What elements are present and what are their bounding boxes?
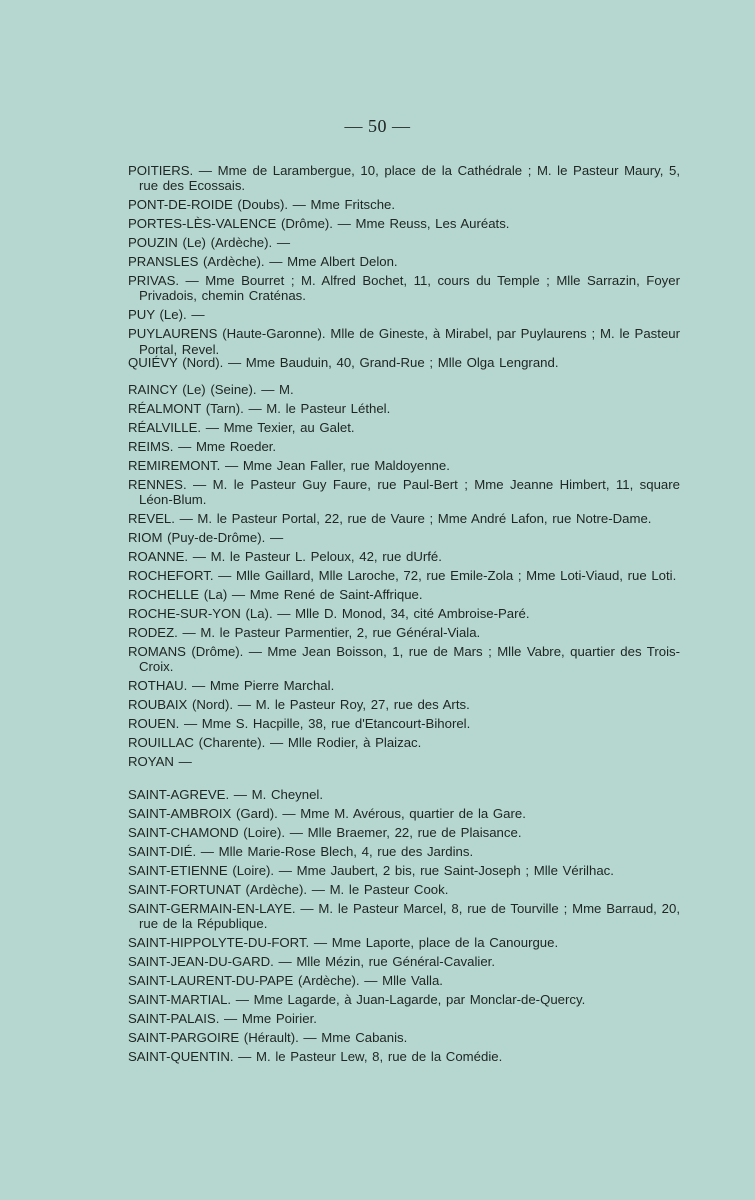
directory-entry: PUY (Le). — [128, 307, 205, 323]
directory-entry: PRANSLES (Ardèche). — Mme Albert Delon. [128, 254, 398, 270]
directory-entry: PONT-DE-ROIDE (Doubs). — Mme Fritsche. [128, 197, 396, 213]
directory-entry: ROMANS (Drôme). — Mme Jean Boisson, 1, rue de Mars ; Mlle Vabre, quartier des Trois-Croix. [128, 644, 680, 675]
directory-entry: SAINT-PALAIS. — Mme Poirier. [128, 1011, 317, 1027]
directory-group-p [128, 163, 680, 361]
directory-entry: SAINT-LAURENT-DU-PAPE (Ardèche). — Mlle Valla. [128, 973, 443, 989]
directory-entry: ROTHAU. — Mme Pierre Marchal. [128, 678, 335, 694]
directory-entry: ROANNE. — M. le Pasteur L. Peloux, 42, rue dUrfé. [128, 549, 442, 565]
directory-entry: ROCHEFORT. — Mlle Gaillard, Mlle Laroche, 72, rue Emile-Zola ; Mme Loti-Viaud, rue Loti. [128, 568, 677, 584]
directory-entry: QUIÉVY (Nord). — Mme Bauduin, 40, Grand-Rue ; Mlle Olga Lengrand. [128, 355, 559, 370]
directory-entry: RODEZ. — M. le Pasteur Parmentier, 2, rue Général-Viala. [128, 625, 481, 641]
directory-entry: RENNES. — M. le Pasteur Guy Faure, rue Paul-Bert ; Mme Jeanne Himbert, 11, square Léon-Blum. [128, 477, 680, 508]
directory-entry: POITIERS. — Mme de Larambergue, 10, place de la Cathédrale ; M. le Pasteur Maury, 5, rue des Ecossais. [128, 163, 680, 194]
directory-entry: REVEL. — M. le Pasteur Portal, 22, rue de Vaure ; Mme André Lafon, rue Notre-Dame. [128, 511, 652, 527]
directory-entry: POUZIN (Le) (Ardèche). — [128, 235, 291, 251]
directory-entry: SAINT-HIPPOLYTE-DU-FORT. — Mme Laporte, place de la Canourgue. [128, 935, 559, 951]
directory-entry: ROCHELLE (La) — Mme René de Saint-Affrique. [128, 587, 423, 603]
directory-entry: SAINT-GERMAIN-EN-LAYE. — M. le Pasteur Marcel, 8, rue de Tourville ; Mme Barraud, 20, rue de la République. [128, 901, 680, 932]
directory-entry: ROUILLAC (Charente). — Mlle Rodier, à Plaizac. [128, 735, 422, 751]
directory-entry: SAINT-JEAN-DU-GARD. — Mlle Mézin, rue Général-Cavalier. [128, 954, 496, 970]
directory-group-s [128, 787, 680, 1068]
directory-entry: RÉALVILLE. — Mme Texier, au Galet. [128, 420, 355, 435]
directory-entry: RÉALMONT (Tarn). — M. le Pasteur Léthel. [128, 401, 391, 416]
directory-entry: ROCHE-SUR-YON (La). — Mlle D. Monod, 34, cité Ambroise-Paré. [128, 606, 530, 622]
directory-entry: PORTES-LÈS-VALENCE (Drôme). — Mme Reuss, Les Auréats. [128, 216, 510, 232]
page-number: — 50 — [344, 116, 411, 136]
directory-entry: REIMS. — Mme Roeder. [128, 439, 277, 454]
directory-entry: SAINT-MARTIAL. — Mme Lagarde, à Juan-Lagarde, par Monclar-de-Quercy. [128, 992, 586, 1008]
directory-entry: ROYAN — [128, 754, 192, 770]
directory-entry: SAINT-QUENTIN. — M. le Pasteur Lew, 8, rue de la Comédie. [128, 1049, 503, 1065]
directory-entry: SAINT-ETIENNE (Loire). — Mme Jaubert, 2 bis, rue Saint-Joseph ; Mlle Vérilhac. [128, 863, 614, 878]
directory-entry: PRIVAS. — Mme Bourret ; M. Alfred Bochet, 11, cours du Temple ; Mlle Sarrazin, Foyer Privadois, chemin Craténas. [128, 273, 680, 304]
directory-entry: REMIREMONT. — Mme Jean Faller, rue Maldoyenne. [128, 458, 450, 473]
directory-group-q [128, 355, 680, 374]
directory-entry: ROUBAIX (Nord). — M. le Pasteur Roy, 27, rue des Arts. [128, 697, 470, 713]
directory-entry: SAINT-CHAMOND (Loire). — Mlle Braemer, 22, rue de Plaisance. [128, 825, 522, 840]
directory-group-r [128, 382, 680, 773]
directory-entry: RIOM (Puy-de-Drôme). — [128, 530, 284, 546]
directory-entry: ROUEN. — Mme S. Hacpille, 38, rue d'Etancourt-Bihorel. [128, 716, 471, 732]
directory-entry: SAINT-DIÉ. — Mlle Marie-Rose Blech, 4, rue des Jardins. [128, 844, 474, 859]
directory-entry: SAINT-PARGOIRE (Hérault). — Mme Cabanis. [128, 1030, 408, 1046]
directory-entry: PUYLAURENS (Haute-Garonne). Mlle de Gineste, à Mirabel, par Puylaurens ; M. le Pasteur Portal, Revel. [128, 326, 680, 357]
directory-entry: SAINT-AMBROIX (Gard). — Mme M. Avérous, quartier de la Gare. [128, 806, 526, 821]
directory-entry: RAINCY (Le) (Seine). — M. [128, 382, 294, 397]
directory-entry: SAINT-AGREVE. — M. Cheynel. [128, 787, 324, 802]
directory-entry: SAINT-FORTUNAT (Ardèche). — M. le Pasteur Cook. [128, 882, 449, 897]
